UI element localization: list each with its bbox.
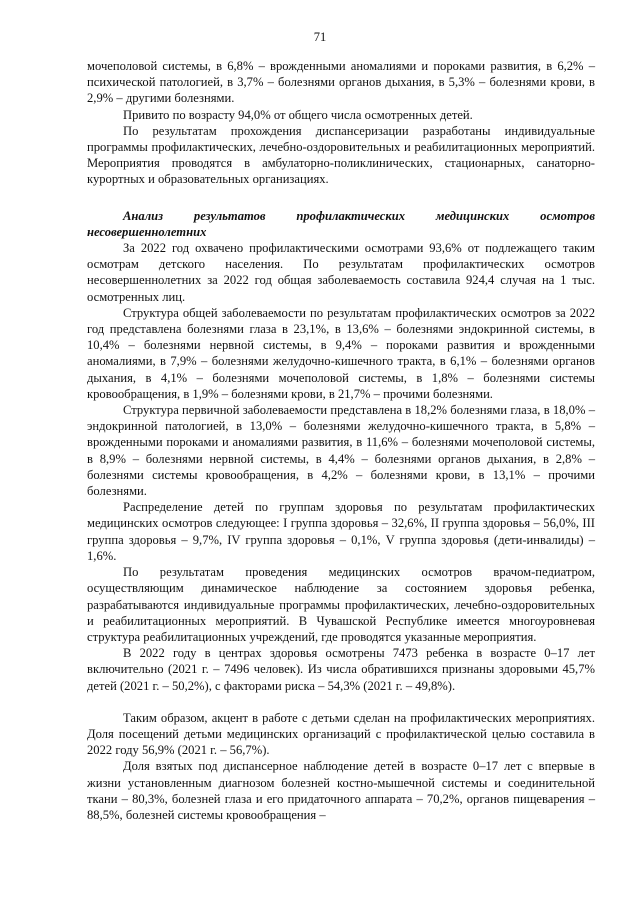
paragraph-general-morbidity: Структура общей заболеваемости по результатам профилактических осмотров за 2022 год представлена болезнями глаза в 23,1%, в 13,6% – болезнями эндокринной системы, в 10,4% – болезнями нервной системы, в 9,4% – пороками развития и врожденными аномалиями, в 7,9% – болезнями желудочно-кишечного тракта, в 6,1% – болезнями органов дыхания, в 4,1% – болезнями мочеполовой системы, в 1,8% – болезнями системы кровообращения, в 1,9% – болезнями крови, в 21,7% – прочими болезнями.: [87, 305, 595, 401]
page-body: [87, 58, 595, 823]
paragraph-conclusion: Таким образом, акцент в работе с детьми сделан на профилактических мероприятиях. Доля посещений детьми медицинских организаций с профилактической целью составила в 2022 году 56,9% (2021 г. – 56,7%).: [87, 710, 595, 758]
page-number: 71: [313, 30, 327, 44]
paragraph-pediatrician: По результатам проведения медицинских осмотров врачом-педиатром, осуществляющим динамическое наблюдение за состоянием здоровья ребенка, разрабатываются индивидуальные программы профилактических, лечебно-оздоровительных и реабилитационных мероприятий. В Чувашской Республике имеется многоуровневая структура реабилитационных учреждений, где проводятся указанные мероприятия.: [87, 565, 595, 644]
paragraph-primary-morbidity: Структура первичной заболеваемости представлена в 18,2% болезнями глаза, в 18,0% – эндокринной патологией, в 13,0% – болезнями желудочно-кишечного тракта, в 5,8% – врожденными пороками и аномалиями развития, в 11,6% – болезнями мочеполовой системы, в 8,9% – болезнями нервной системы, в 4,4% – болезнями органов дыхания, в 2,8% – болезнями системы кровообращения, в 4,2% – болезнями крови, в 13,1% – прочими болезнями.: [87, 403, 595, 499]
paragraph-health-groups: Распределение детей по группам здоровья по результатам профилактических медицинских осмотров следующее: I группа здоровья – 32,6%, II группа здоровья – 56,0%, III группа здоровья – 9,7%, IV группа здоровья – 0,1%, V группа здоровья (дети-инвалиды) – 1,6%.: [87, 500, 595, 563]
paragraph-dispensary: Доля взятых под диспансерное наблюдение детей в возрасте 0–17 лет с впервые в жизни установленным диагнозом болезней костно-мышечной системы и соединительной ткани – 80,3%, болезней глаза и его придаточного аппарата – 70,2%, органов пищеварения – 88,5%, болезней системы кровообращения –: [87, 759, 595, 822]
paragraph-continuation: мочеполовой системы, в 6,8% – врожденными аномалиями и пороками развития, в 6,2% – психической патологией, в 3,7% – болезнями органов дыхания, в 5,3% – болезнями крови, в 2,9% – другими болезнями.: [87, 59, 595, 106]
paragraph-programs: По результатам прохождения диспансеризации разработаны индивидуальные программы профилактических, лечебно-оздоровительных и реабилитационных мероприятий. Мероприятия проводятся в амбулаторно-поликлинических, стационарных, санаторно-курортных и образовательных организациях.: [87, 123, 595, 187]
section-heading: Анализ результатов профилактических медицинских осмотров несовершеннолетних: [87, 208, 595, 239]
paragraph-health-centers: В 2022 году в центрах здоровья осмотрены 7473 ребенка в возрасте 0–17 лет включительно (2021 г. – 7496 человек). Из числа обратившихся признаны здоровыми 45,7% детей (2021 г. – 50,2%), с факторами риска – 54,3% (2021 г. – 49,8%).: [87, 646, 595, 693]
paragraph-vaccination: Привито по возрасту 94,0% от общего числа осмотренных детей.: [123, 107, 473, 122]
paragraph-coverage: За 2022 год охвачено профилактическими осмотрами 93,6% от подлежащего таким осмотрам детского населения. По результатам профилактических осмотров несовершеннолетних за 2022 год общая заболеваемость составила 924,4 случая на 1 тыс. осмотренных лиц.: [87, 241, 595, 304]
